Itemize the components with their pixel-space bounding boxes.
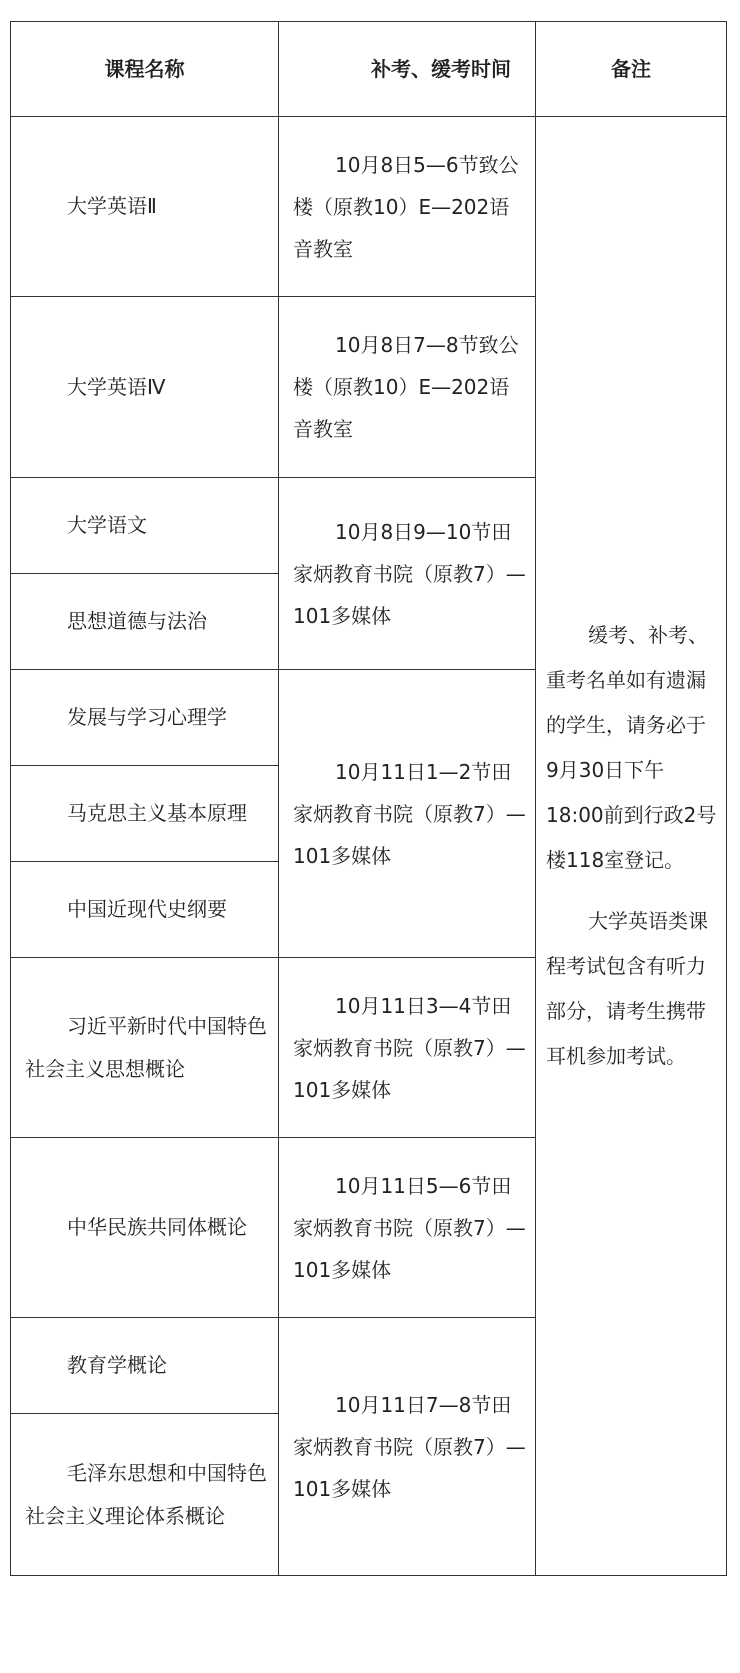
course-cell bbox=[11, 958, 279, 1138]
time-cell bbox=[279, 670, 536, 958]
header-exam-time: 补考、缓考时间 bbox=[279, 22, 536, 117]
course-name: 毛泽东思想和中国特色社会主义理论体系概论 bbox=[25, 1460, 267, 1528]
exam-schedule-table bbox=[10, 21, 727, 1576]
course-cell bbox=[11, 1318, 279, 1414]
header-course-name: 课程名称 bbox=[11, 22, 279, 117]
exam-time: 10月8日5—6节致公楼（原教10）E—202语音教室 bbox=[293, 152, 519, 261]
time-cell bbox=[279, 117, 536, 297]
course-cell bbox=[11, 1414, 279, 1576]
course-cell bbox=[11, 862, 279, 958]
exam-time: 10月8日9—10节田家炳教育书院（原教7）—101多媒体 bbox=[293, 519, 526, 628]
exam-time: 10月11日7—8节田家炳教育书院（原教7）—101多媒体 bbox=[293, 1392, 526, 1501]
time-cell bbox=[279, 297, 536, 478]
time-cell bbox=[279, 478, 536, 670]
course-name: 发展与学习心理学 bbox=[67, 705, 227, 729]
table-row bbox=[11, 117, 727, 297]
course-name: 大学语文 bbox=[67, 513, 147, 537]
time-cell bbox=[279, 1318, 536, 1576]
course-cell bbox=[11, 574, 279, 670]
time-cell bbox=[279, 958, 536, 1138]
course-name: 马克思主义基本原理 bbox=[67, 801, 247, 825]
exam-time: 10月11日1—2节田家炳教育书院（原教7）—101多媒体 bbox=[293, 759, 526, 868]
course-name: 中华民族共同体概论 bbox=[67, 1215, 247, 1239]
exam-time: 10月8日7—8节致公楼（原教10）E—202语音教室 bbox=[293, 333, 519, 441]
course-cell bbox=[11, 766, 279, 862]
course-name: 思想道德与法治 bbox=[67, 609, 207, 633]
header-row bbox=[11, 22, 727, 117]
exam-time: 10月11日3—4节田家炳教育书院（原教7）—101多媒体 bbox=[293, 993, 526, 1102]
course-name: 中国近现代史纲要 bbox=[67, 897, 227, 921]
course-cell bbox=[11, 117, 279, 297]
course-cell bbox=[11, 1138, 279, 1318]
remark-paragraph-1: 缓考、补考、重考名单如有遗漏的学生，请务必于9月30日下午18:00前到行政2号楼118室登记。 bbox=[546, 623, 717, 872]
course-cell bbox=[11, 297, 279, 478]
course-cell bbox=[11, 478, 279, 574]
course-name: 习近平新时代中国特色社会主义思想概论 bbox=[25, 1013, 267, 1081]
course-name: 大学英语Ⅱ bbox=[67, 194, 157, 218]
course-name: 大学英语Ⅳ bbox=[67, 374, 166, 399]
time-cell bbox=[279, 1138, 536, 1318]
course-cell bbox=[11, 670, 279, 766]
course-name: 教育学概论 bbox=[67, 1353, 167, 1377]
exam-time: 10月11日5—6节田家炳教育书院（原教7）—101多媒体 bbox=[293, 1173, 526, 1282]
header-remark: 备注 bbox=[536, 22, 727, 117]
remark-paragraph-2: 大学英语类课程考试包含有听力部分，请考生携带耳机参加考试。 bbox=[546, 909, 708, 1068]
remark-cell bbox=[536, 117, 727, 1576]
